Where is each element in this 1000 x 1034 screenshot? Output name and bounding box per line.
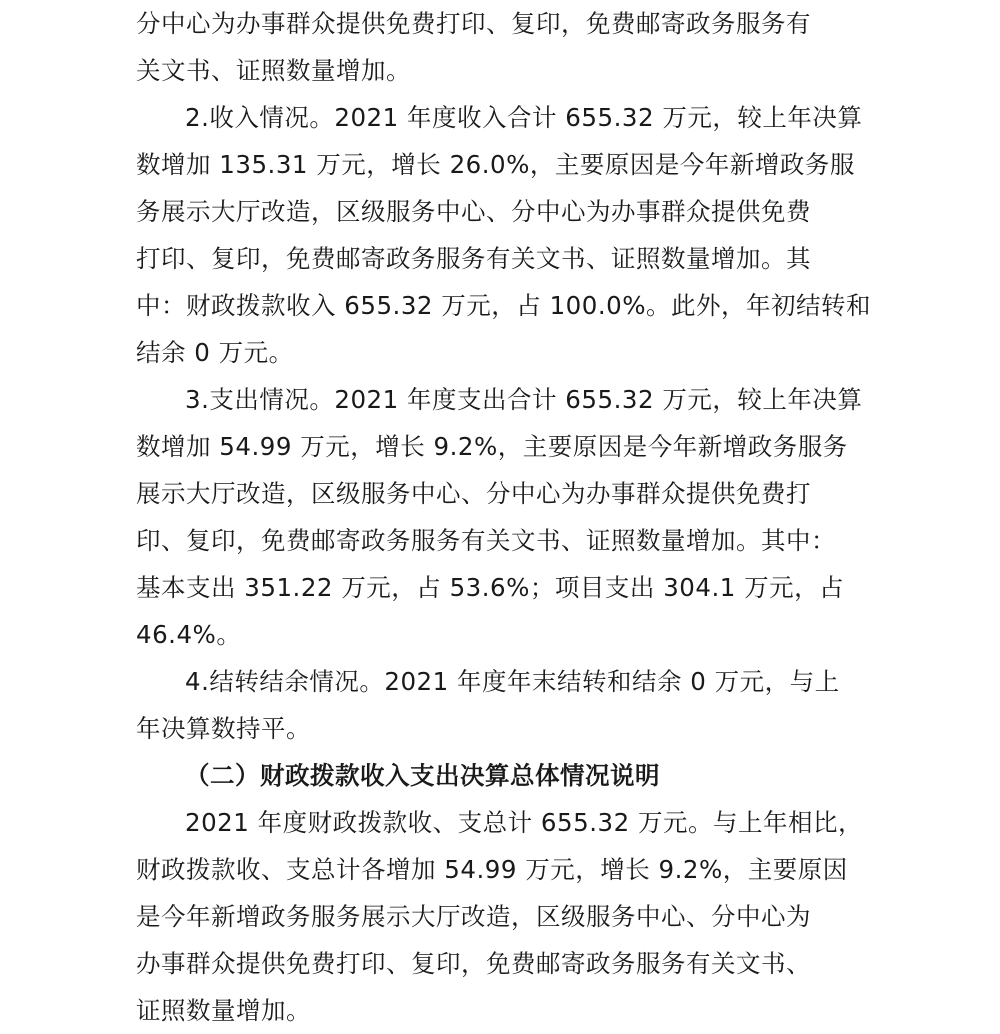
text-line: 中：财政拨款收入 655.32 万元，占 100.0%。此外，年初结转和: [136, 291, 872, 320]
text-line: 是今年新增政务服务展示大厅改造，区级服务中心、分中心为: [136, 902, 811, 931]
section-heading: （二）财政拨款收入支出决算总体情况说明: [185, 761, 660, 790]
text-line: 展示大厅改造，区级服务中心、分中心为办事群众提供免费打: [136, 479, 811, 508]
text-line: 财政拨款收、支总计各增加 54.99 万元，增长 9.2%，主要原因: [136, 855, 848, 884]
text-line-continuation: 关文书、证照数量增加。: [136, 56, 411, 85]
text-line: 务展示大厅改造，区级服务中心、分中心为办事群众提供免费: [136, 197, 811, 226]
text-line: 打印、复印，免费邮寄政务服务有关文书、证照数量增加。其: [136, 244, 811, 273]
text-line: 年决算数持平。: [136, 714, 311, 743]
text-line: 印、复印，免费邮寄政务服务有关文书、证照数量增加。其中：: [136, 526, 836, 555]
text-line: 46.4%。: [136, 620, 242, 649]
text-line: 结余 0 万元。: [136, 338, 294, 367]
text-line: 数增加 54.99 万元，增长 9.2%，主要原因是今年新增政务服务: [136, 432, 848, 461]
text-line: 证照数量增加。: [136, 996, 311, 1025]
text-line-continuation: 分中心为办事群众提供免费打印、复印，免费邮寄政务服务有: [136, 9, 811, 38]
document-page: [136, 0, 896, 1034]
fiscal-paragraph-start: 2021 年度财政拨款收、支总计 655.32 万元。与上年相比，: [185, 808, 863, 837]
text-line: 办事群众提供免费打印、复印，免费邮寄政务服务有关文书、: [136, 949, 811, 978]
balance-paragraph-start: 4.结转结余情况。2021 年度年末结转和结余 0 万元，与上: [185, 667, 840, 696]
text-line: 基本支出 351.22 万元，占 53.6%；项目支出 304.1 万元，占: [136, 573, 845, 602]
text-line: 数增加 135.31 万元，增长 26.0%，主要原因是今年新增政务服: [136, 150, 855, 179]
income-paragraph-start: 2.收入情况。2021 年度收入合计 655.32 万元，较上年决算: [185, 103, 863, 132]
expense-paragraph-start: 3.支出情况。2021 年度支出合计 655.32 万元，较上年决算: [185, 385, 863, 414]
